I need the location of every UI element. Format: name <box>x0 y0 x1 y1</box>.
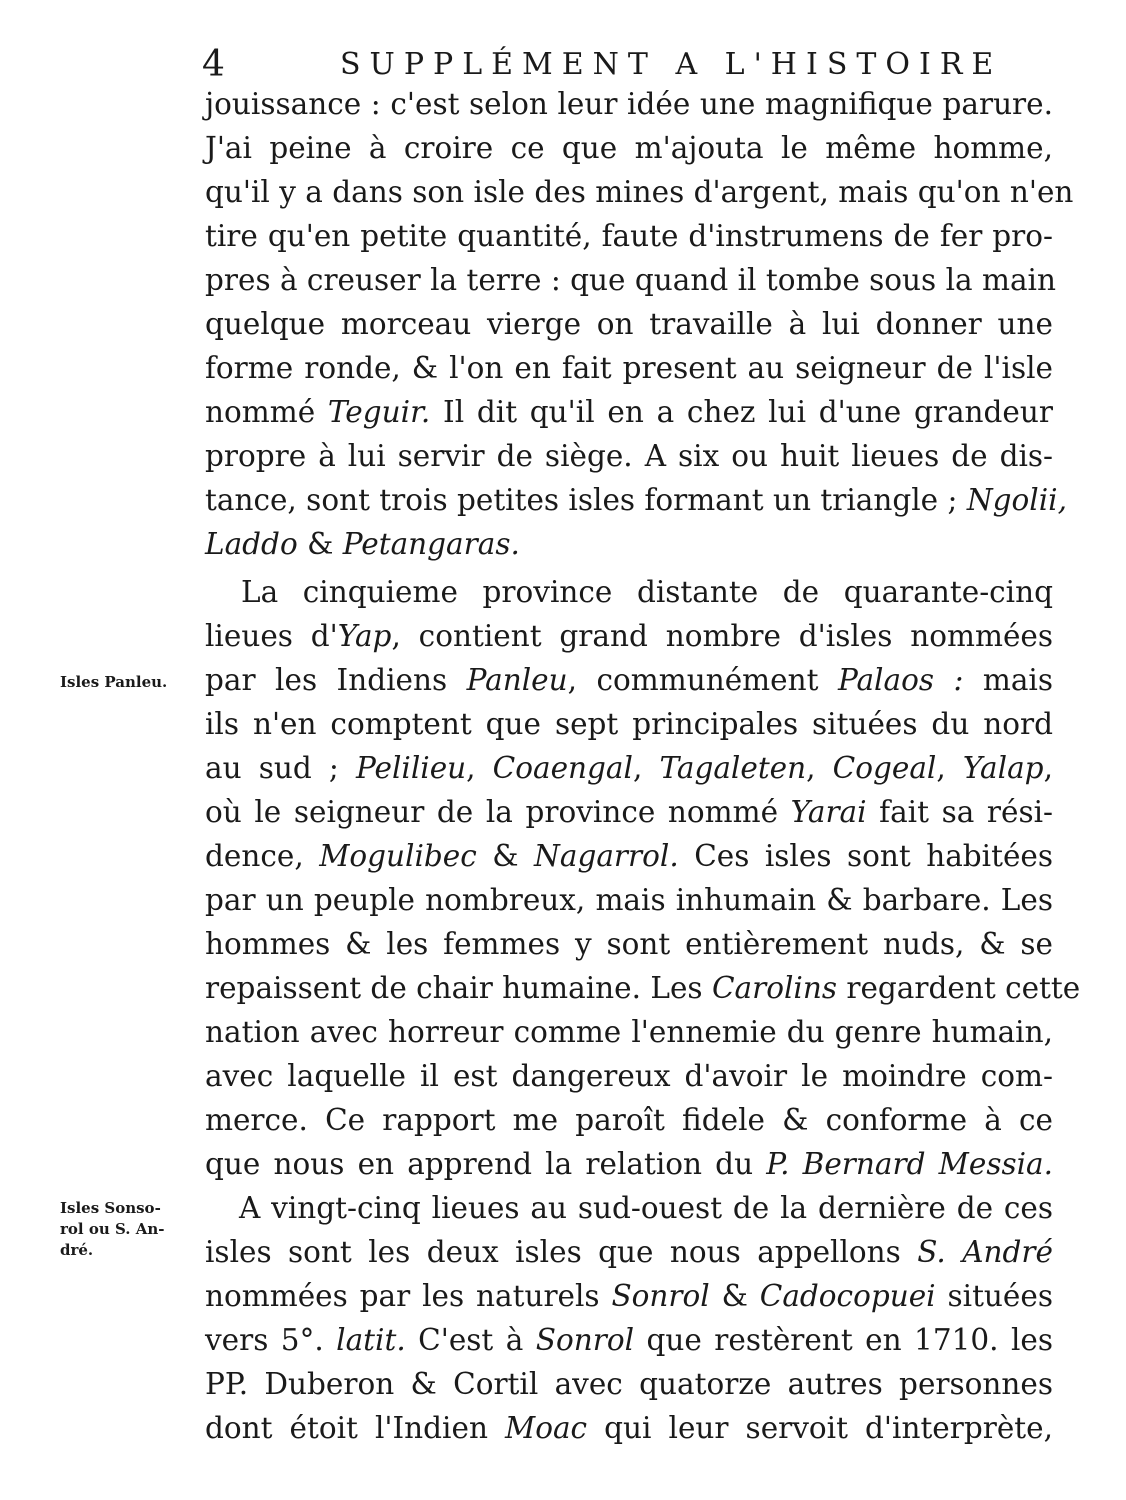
text-run: , <box>806 751 833 785</box>
text-run: , <box>632 751 660 785</box>
text-run: qu'il y a dans son isle des mines d'argent, mais qu'on n'en <box>205 175 1074 209</box>
italic-run: Ngolii, <box>966 483 1067 517</box>
margin-note-line: Isles Panleu. <box>60 673 168 691</box>
text-run: Ces isles sont habitées <box>678 839 1054 873</box>
text-run: que restèrent en 1710. les <box>634 1323 1053 1357</box>
text-line <box>205 170 1074 214</box>
italic-run: Teguir. <box>327 395 431 429</box>
italic-run: P. Bernard Messia. <box>766 1147 1053 1181</box>
text-run: forme ronde, & l'on en fait present au seigneur de l'isle <box>205 351 1053 385</box>
text-run: fait sa rési- <box>866 795 1053 829</box>
text-line <box>205 1230 1053 1274</box>
italic-run: Panleu <box>466 663 568 697</box>
text-line <box>205 302 1053 346</box>
italic-run: Yalap <box>962 751 1044 785</box>
text-run: & <box>297 527 343 561</box>
italic-run: Tagaleten <box>659 751 807 785</box>
text-run: tire qu'en petite quantité, faute d'instrumens de fer pro- <box>205 219 1053 253</box>
text-line <box>205 922 1053 966</box>
text-line <box>205 1186 1053 1230</box>
text-line <box>205 258 1056 302</box>
text-run: dont étoit l'Indien <box>205 1411 505 1445</box>
running-title: SUPPLÉMENT A L'HISTOIRE <box>340 47 1003 82</box>
text-run: mais <box>963 663 1054 697</box>
text-run: tance, sont trois petites isles formant un triangle ; <box>205 483 967 517</box>
text-line <box>205 126 1053 170</box>
text-run: quelque morceau vierge on travaille à lui donner une <box>205 307 1053 341</box>
text-line <box>205 1318 1053 1362</box>
text-run: nation avec horreur comme l'ennemie du genre humain, <box>205 1015 1053 1049</box>
text-run: nommé <box>205 395 328 429</box>
text-run: vers 5°. <box>205 1323 337 1357</box>
margin-note <box>60 672 200 693</box>
text-line <box>205 1274 1053 1318</box>
text-line <box>205 82 1053 126</box>
text-run: repaissent de chair humaine. Les <box>205 971 712 1005</box>
text-run: situées <box>935 1279 1053 1313</box>
italic-run: latit. <box>336 1323 406 1357</box>
italic-run: Nagarrol. <box>534 839 679 873</box>
text-line <box>205 658 1053 702</box>
italic-run: Carolins <box>711 971 837 1005</box>
italic-run: Laddo <box>205 527 298 561</box>
text-run: , communément <box>567 663 838 697</box>
text-run: & <box>709 1279 760 1313</box>
italic-run: S. André <box>917 1235 1053 1269</box>
text-run: qui leur servoit d'interprète, <box>587 1411 1053 1445</box>
text-run: , <box>1043 751 1053 785</box>
text-run: propre à lui servir de siège. A six ou huit lieues de dis- <box>205 439 1053 473</box>
italic-run: Moac <box>505 1411 588 1445</box>
text-run: que nous en apprend la relation du <box>205 1147 767 1181</box>
text-run: PP. Duberon & Cortil avec quatorze autres personnes <box>205 1367 1053 1401</box>
text-line <box>205 790 1053 834</box>
italic-run: Coaengal <box>492 751 633 785</box>
text-run: avec laquelle il est dangereux d'avoir le moindre com- <box>205 1059 1053 1093</box>
italic-run: Yarai <box>790 795 867 829</box>
margin-note-line: rol ou S. An- <box>60 1220 165 1238</box>
text-line <box>205 1362 1053 1406</box>
text-line <box>205 878 1053 922</box>
text-line <box>205 1142 1053 1186</box>
italic-run: Mogulibec <box>319 839 477 873</box>
italic-run: Sonrol <box>611 1279 710 1313</box>
text-run: J'ai peine à croire ce que m'ajouta le même homme, <box>205 131 1053 165</box>
text-run: au sud ; <box>205 751 356 785</box>
text-run: C'est à <box>405 1323 536 1357</box>
text-line <box>205 346 1053 390</box>
text-run: ils n'en comptent que sept principales situées du nord <box>205 707 1053 741</box>
text-line <box>205 390 1053 434</box>
text-line <box>205 434 1053 478</box>
italic-run: Yap <box>337 619 392 653</box>
text-run: isles sont les deux isles que nous appellons <box>205 1235 918 1269</box>
italic-run: Palaos : <box>837 663 964 697</box>
margin-note-line: dré. <box>60 1241 94 1259</box>
text-run: lieues d' <box>205 619 338 653</box>
text-run: A vingt-cinq lieues au sud-ouest de la dernière de ces <box>239 1191 1053 1225</box>
text-line <box>205 522 1053 566</box>
text-line <box>205 834 1053 878</box>
text-run: jouissance : c'est selon leur idée une magnifique parure. <box>205 87 1053 121</box>
text-run: , <box>936 751 963 785</box>
text-line <box>205 614 1053 658</box>
text-run: pres à creuser la terre : que quand il tombe sous la main <box>205 263 1056 297</box>
margin-note-line: Isles Sonso- <box>60 1199 161 1217</box>
page-number: 4 <box>202 44 225 85</box>
text-line <box>205 966 1081 1010</box>
text-line <box>205 746 1053 790</box>
text-line <box>205 1406 1053 1450</box>
text-run: , <box>466 751 493 785</box>
text-run: regardent cette <box>836 971 1081 1005</box>
italic-run: Cogeal <box>832 751 937 785</box>
margin-note <box>60 1198 200 1261</box>
italic-run: Cadocopuei <box>759 1279 936 1313</box>
text-run: dence, <box>205 839 320 873</box>
text-run: & <box>476 839 535 873</box>
text-run: par un peuple nombreux, mais inhumain & barbare. Les <box>205 883 1053 917</box>
text-run: où le seigneur de la province nommé <box>205 795 791 829</box>
text-run: nommées par les naturels <box>205 1279 612 1313</box>
text-run: par les Indiens <box>205 663 467 697</box>
italic-run: Pelilieu <box>355 751 467 785</box>
text-line <box>205 702 1053 746</box>
text-run: La cinquieme province distante de quarante-cinq <box>241 575 1053 609</box>
italic-run: Petangaras. <box>342 527 520 561</box>
text-line <box>205 1098 1053 1142</box>
text-run: merce. Ce rapport me paroît fidele & conforme à ce <box>205 1103 1053 1137</box>
text-line <box>205 478 1067 522</box>
text-line <box>205 570 1053 614</box>
text-run: , contient grand nombre d'isles nommées <box>391 619 1053 653</box>
italic-run: Sonrol <box>535 1323 635 1357</box>
text-line <box>205 1054 1053 1098</box>
text-line <box>205 1010 1053 1054</box>
text-run: Il dit qu'il en a chez lui d'une grandeur <box>430 395 1053 429</box>
text-run: hommes & les femmes y sont entièrement nuds, & se <box>205 927 1053 961</box>
text-line <box>205 214 1053 258</box>
